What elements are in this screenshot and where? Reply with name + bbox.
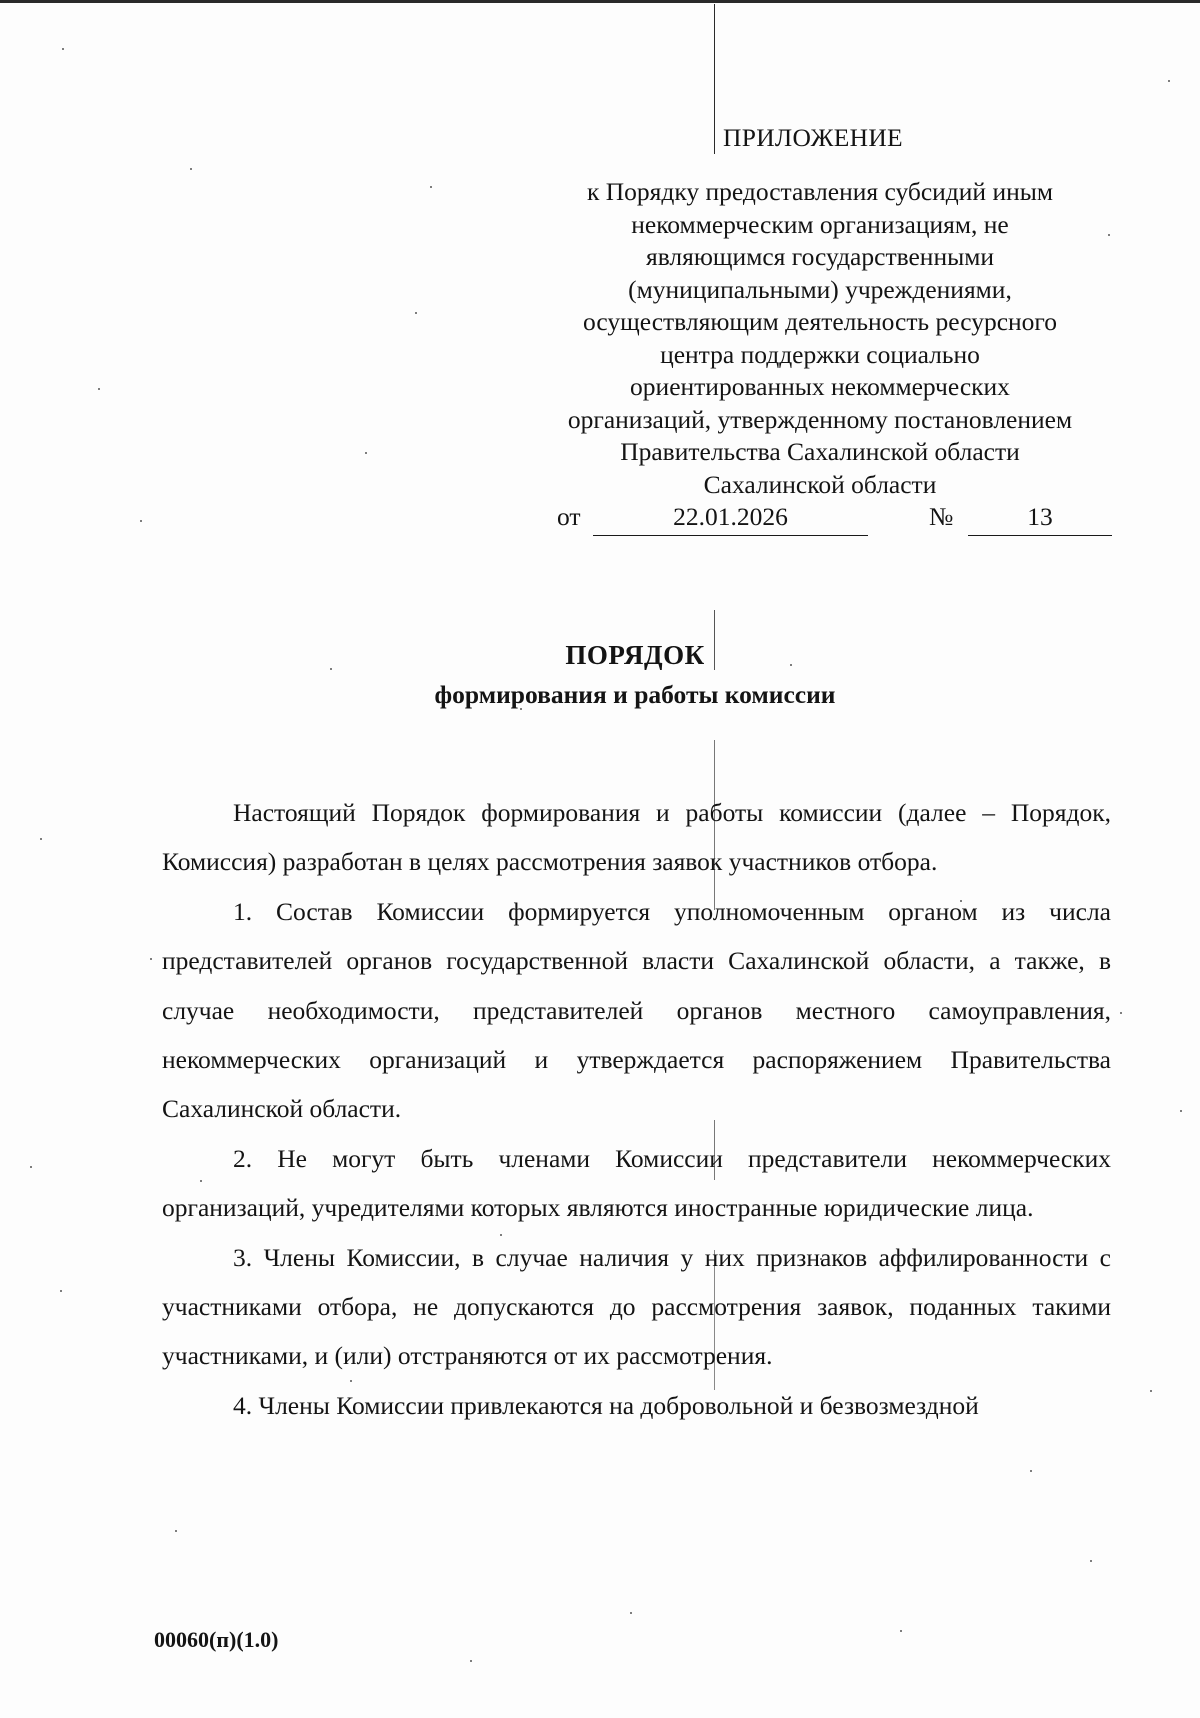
scan-speck xyxy=(415,312,417,314)
scan-speck xyxy=(150,958,152,960)
annex-description xyxy=(540,176,1100,501)
scan-speck xyxy=(40,838,42,840)
scan-speck xyxy=(900,1630,902,1632)
scan-speck xyxy=(470,1660,472,1662)
scan-speck xyxy=(190,168,192,170)
date-label: от xyxy=(557,502,581,531)
annex-title: ПРИЛОЖЕНИЕ xyxy=(723,123,903,152)
annex-line: ориентированных некоммерческих xyxy=(630,372,1010,401)
scan-speck xyxy=(60,1290,62,1292)
scan-speck xyxy=(1168,80,1170,82)
annex-line: центра поддержки социально xyxy=(660,339,980,369)
annex-line: к Порядку предоставления субсидий иным xyxy=(586,177,1054,206)
scan-fold-line xyxy=(714,4,715,154)
number-label: № xyxy=(929,502,954,531)
scan-speck xyxy=(1180,1110,1182,1112)
scan-speck xyxy=(140,520,142,522)
document-body xyxy=(162,788,1111,1430)
paragraph-4: 4. Члены Комиссии привлекаются на добровольной и безвозмездной xyxy=(233,1390,979,1420)
footer-document-code: 00060(п)(1.0) xyxy=(154,1627,279,1652)
annex-line: некоммерческим организациям, не xyxy=(631,209,1009,239)
document-title: ПОРЯДОК xyxy=(565,640,705,670)
annex-line: организаций, утвержденному постановлением xyxy=(567,404,1073,434)
scan-speck xyxy=(62,48,64,50)
paragraph-intro: Настоящий Порядок формирования и работы комиссии (далее – Порядок, Комиссия) разработан в целях рассмотрения заявок участников отбора. xyxy=(162,798,1111,877)
paragraph-2: 2. Не могут быть членами Комиссии представители некоммерческих организаций, учредителями которых являются иностранные юридические лица. xyxy=(162,1143,1111,1223)
annex-line: являющимся государственными xyxy=(645,242,995,271)
annex-line: осуществляющим деятельность ресурсного xyxy=(583,307,1057,336)
annex-line: (муниципальными) учреждениями, xyxy=(628,274,1012,304)
number-field: 13 xyxy=(968,502,1112,536)
scan-speck xyxy=(30,1166,32,1168)
scan-speck xyxy=(1120,1012,1122,1014)
annex-date-number-row xyxy=(557,502,1112,538)
scan-speck xyxy=(430,186,432,188)
date-field: 22.01.2026 xyxy=(593,502,868,536)
annex-line: Правительства Сахалинской области xyxy=(620,437,1020,466)
scan-speck xyxy=(1090,1560,1092,1562)
scan-speck xyxy=(1030,1470,1032,1472)
scan-speck xyxy=(365,452,367,454)
paragraph-3: 3. Члены Комиссии, в случае наличия у них признаков аффилированности с участниками отбора, не допускаются до рассмотрения заявок, поданных такими участниками, и (или) отстраняются от их рассмотрения. xyxy=(162,1242,1111,1371)
annex-line: Сахалинской области xyxy=(703,469,937,499)
scan-top-edge xyxy=(0,0,1200,3)
scan-speck xyxy=(1108,234,1110,236)
scan-speck xyxy=(1150,1390,1152,1392)
paragraph-1: 1. Состав Комиссии формируется уполномоченным органом из числа представителей органов государственной власти Сахалинской области, а также, в случае необходимости, представителей органов местного самоуправления, некоммерческих организаций и утверждается распоряжением Правительства Сахалинской области. xyxy=(162,896,1111,1124)
scan-speck xyxy=(175,1530,177,1532)
scan-speck xyxy=(98,388,100,390)
scan-speck xyxy=(630,1612,632,1614)
document-subtitle: формирования и работы комиссии xyxy=(434,680,836,709)
